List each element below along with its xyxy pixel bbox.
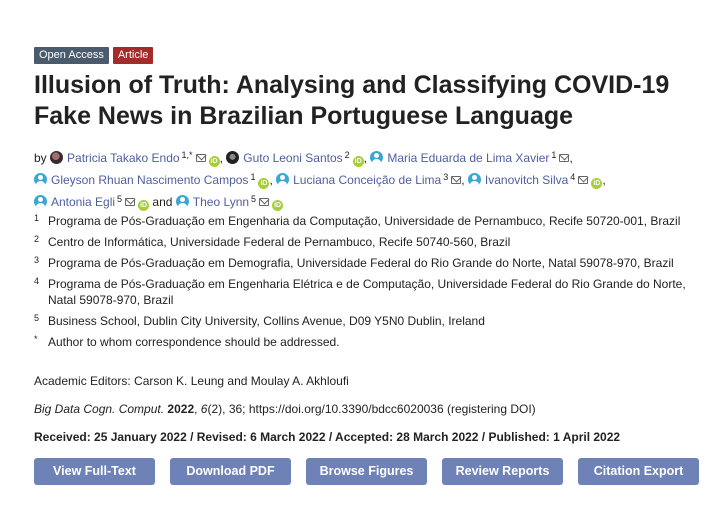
author-name[interactable]: Theo Lynn <box>192 195 250 209</box>
author-1[interactable] <box>50 151 220 165</box>
by-label: by <box>34 151 47 165</box>
article-action-buttons <box>34 458 699 485</box>
user-avatar-icon <box>468 173 481 186</box>
citation-export-button[interactable]: Citation Export <box>578 458 699 485</box>
orcid-icon[interactable]: iD <box>593 180 601 187</box>
affiliation-list <box>34 213 709 355</box>
browse-figures-button[interactable]: Browse Figures <box>306 458 427 485</box>
author-name[interactable]: Patricia Takako Endo <box>67 151 180 165</box>
author-6[interactable] <box>468 173 602 187</box>
author-name[interactable]: Ivanovitch Silva <box>484 173 569 187</box>
affiliation-item <box>34 313 709 329</box>
author-name[interactable]: Guto Leoni Santos <box>243 151 343 165</box>
author-8[interactable] <box>176 195 283 209</box>
mail-icon[interactable] <box>559 154 569 162</box>
author-7[interactable] <box>34 195 149 209</box>
orcid-icon[interactable]: iD <box>210 158 218 165</box>
author-affiliation: 1 <box>250 172 256 182</box>
citation-line: Big Data Cogn. Comput. 2022, 6(2), 36; https://doi.org/10.3390/bdcc6020036 (registering DOI) <box>34 402 536 416</box>
user-avatar-icon <box>34 195 47 208</box>
affiliation-item <box>34 255 709 271</box>
journal-name: Big Data Cogn. Comput. <box>34 402 165 416</box>
article-type-badge: Article <box>113 47 154 64</box>
author-3[interactable] <box>370 151 569 165</box>
author-affiliation: 1,* <box>181 150 193 160</box>
affiliation-number: 2 <box>34 234 40 244</box>
affiliation-text: Centro de Informática, Universidade Federal de Pernambuco, Recife 50740-560, Brazil <box>48 235 511 249</box>
author-name[interactable]: Maria Eduarda de Lima Xavier <box>387 151 550 165</box>
affiliation-number: * <box>34 334 38 344</box>
affiliation-number: 5 <box>34 313 40 323</box>
orcid-icon[interactable]: iD <box>354 158 362 165</box>
author-affiliation: 2 <box>344 150 350 160</box>
badge-row <box>34 47 153 64</box>
and-label: and <box>152 195 173 209</box>
user-avatar-icon <box>276 173 289 186</box>
affiliation-text: Programa de Pós-Graduação em Demografia, Universidade Federal do Rio Grande do Norte, Natal 59078-970, Brazil <box>48 256 674 270</box>
mail-icon[interactable] <box>125 198 135 206</box>
affiliation-text: Business School, Dublin City University, Collins Avenue, D09 Y5N0 Dublin, Ireland <box>48 314 485 328</box>
user-avatar-icon <box>370 151 383 164</box>
mail-icon[interactable] <box>259 198 269 206</box>
affiliation-item <box>34 213 709 229</box>
affiliation-item <box>34 234 709 250</box>
citation-volume: 6 <box>200 402 208 416</box>
author-name[interactable]: Gleyson Rhuan Nascimento Campos <box>51 173 249 187</box>
open-access-badge[interactable]: Open Access <box>34 47 109 64</box>
author-affiliation: 1 <box>551 150 557 160</box>
view-full-text-button[interactable]: View Full-Text <box>34 458 155 485</box>
author-list: by Patricia Takako Endo $^{1,*}$iD , Guto Leoni Santos $^2$iD , Maria Eduarda de Lima Xavier $^1$ , Gleyson Rhuan Nascimento Campos $^1$iD , Luciana Conceição de Lima $^3$ , Ivanovitch Silva $^4$iD , Antonia Egli $^5$iD and Theo Lynn $^5$iD <box>34 150 606 209</box>
article-title: Illusion of Truth: Analysing and Classifying COVID-19 Fake News in Brazilian Portuguese Language <box>34 71 670 130</box>
affiliation-number: 1 <box>34 213 40 223</box>
citation-details[interactable]: (2), 36; https://doi.org/10.3390/bdcc6020036 (registering DOI) <box>207 402 536 416</box>
author-2[interactable] <box>226 151 363 165</box>
academic-editors: Academic Editors: Carson K. Leung and Moulay A. Akhloufi <box>34 374 349 388</box>
author-name[interactable]: Antonia Egli <box>51 195 116 209</box>
affiliation-item <box>34 334 709 350</box>
mail-icon[interactable] <box>451 176 461 184</box>
publication-dates: Received: 25 January 2022 / Revised: 6 March 2022 / Accepted: 28 March 2022 / Published: 1 April 2022 <box>34 430 621 444</box>
orcid-icon[interactable]: iD <box>274 202 282 209</box>
author-affiliation: 3 <box>443 172 449 182</box>
mail-icon[interactable] <box>196 154 206 162</box>
orcid-icon[interactable]: iD <box>140 202 148 209</box>
citation-year: 2022 <box>167 402 195 416</box>
review-reports-button[interactable]: Review Reports <box>442 458 563 485</box>
affiliation-number: 4 <box>34 276 40 286</box>
affiliation-text: Programa de Pós-Graduação em Engenharia Elétrica e de Computação, Universidade Federal do Rio Grande do Norte, Natal 59078-970, Brazil <box>48 277 686 307</box>
author-photo-icon <box>226 151 239 164</box>
affiliation-number: 3 <box>34 255 40 265</box>
author-affiliation: 5 <box>117 194 123 204</box>
mail-icon[interactable] <box>578 176 588 184</box>
author-affiliation: 5 <box>251 194 257 204</box>
affiliation-text: Author to whom correspondence should be addressed. <box>48 335 340 349</box>
affiliation-item <box>34 276 709 308</box>
author-5[interactable] <box>276 173 461 187</box>
author-4[interactable] <box>34 173 269 187</box>
author-photo-icon <box>50 151 63 164</box>
author-affiliation: 4 <box>570 172 576 182</box>
user-avatar-icon <box>176 195 189 208</box>
orcid-icon[interactable]: iD <box>260 180 268 187</box>
author-name[interactable]: Luciana Conceição de Lima <box>293 173 442 187</box>
affiliation-text: Programa de Pós-Graduação em Engenharia da Computação, Universidade de Pernambuco, Recife 50720-001, Brazil <box>48 214 681 228</box>
user-avatar-icon <box>34 173 47 186</box>
download-pdf-button[interactable]: Download PDF <box>170 458 291 485</box>
